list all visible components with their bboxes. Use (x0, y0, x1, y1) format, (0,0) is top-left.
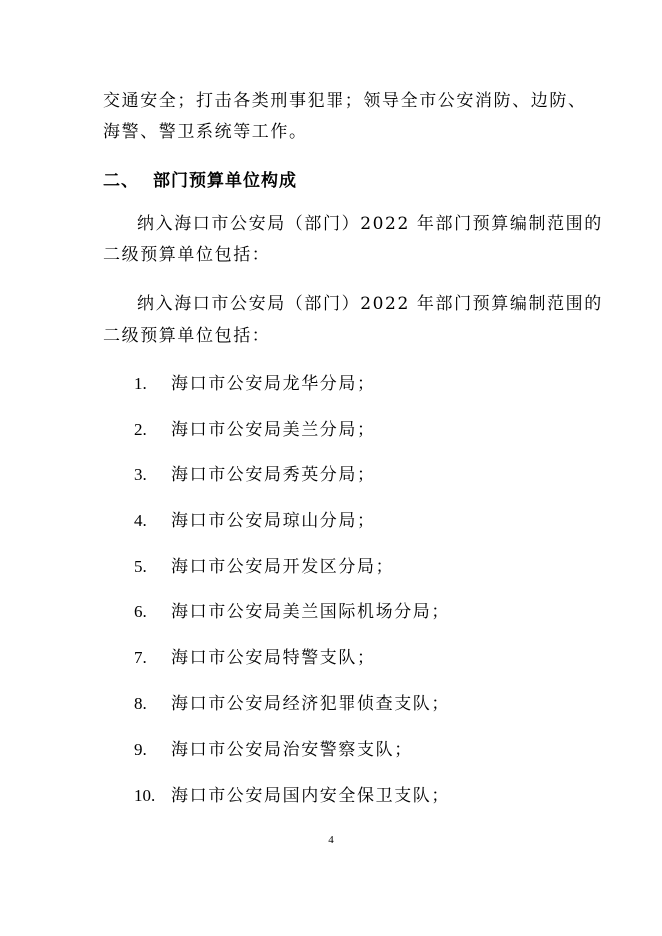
list-item-text: 海口市公安局秀英分局； (171, 465, 376, 485)
paragraph-2-line-2: 二级预算单位包括： (103, 326, 271, 346)
list-item-number: 3. (134, 465, 147, 484)
list-item-number: 2. (134, 420, 147, 439)
list-item (134, 464, 376, 486)
list-item-text: 海口市公安局治安警察支队； (171, 740, 413, 760)
list-item-text: 海口市公安局美兰国际机场分局； (171, 602, 450, 622)
list-item (134, 556, 394, 578)
list-item (134, 693, 450, 715)
intro-text-line-2: 海警、警卫系统等工作。 (103, 122, 308, 142)
list-item-text: 海口市公安局特警支队； (171, 648, 376, 668)
list-item (134, 785, 450, 807)
list-item-text: 海口市公安局龙华分局； (171, 374, 376, 394)
list-item-number: 5. (134, 557, 147, 576)
page-number: 4 (328, 834, 334, 846)
paragraph-2-line-1: 纳入海口市公安局（部门）2022 年部门预算编制范围的 (137, 294, 603, 314)
list-item-number: 9. (134, 740, 147, 759)
list-item-number: 8. (134, 694, 147, 713)
list-item (134, 419, 376, 441)
list-item (134, 739, 413, 761)
paragraph-1-line-1: 纳入海口市公安局（部门）2022 年部门预算编制范围的 (137, 214, 603, 234)
list-item-number: 6. (134, 602, 147, 621)
list-item-text: 海口市公安局国内安全保卫支队； (171, 786, 450, 806)
list-item-text: 海口市公安局琼山分局； (171, 511, 376, 531)
list-item-number: 1. (134, 374, 147, 393)
list-item-number: 7. (134, 648, 147, 667)
section-title: 部门预算单位构成 (153, 171, 297, 191)
list-item (134, 510, 376, 532)
list-item (134, 373, 376, 395)
list-item-number: 10. (134, 786, 156, 805)
list-item-text: 海口市公安局开发区分局； (171, 557, 395, 577)
section-heading (103, 170, 297, 192)
section-number: 二、 (103, 171, 139, 191)
list-item-number: 4. (134, 511, 147, 530)
list-item (134, 647, 376, 669)
list-item-text: 海口市公安局经济犯罪侦查支队； (171, 694, 450, 714)
list-item (134, 601, 450, 623)
intro-text-line-1: 交通安全；打击各类刑事犯罪；领导全市公安消防、边防、 (103, 91, 587, 111)
paragraph-1-line-2: 二级预算单位包括： (103, 245, 271, 265)
list-item-text: 海口市公安局美兰分局； (171, 420, 376, 440)
